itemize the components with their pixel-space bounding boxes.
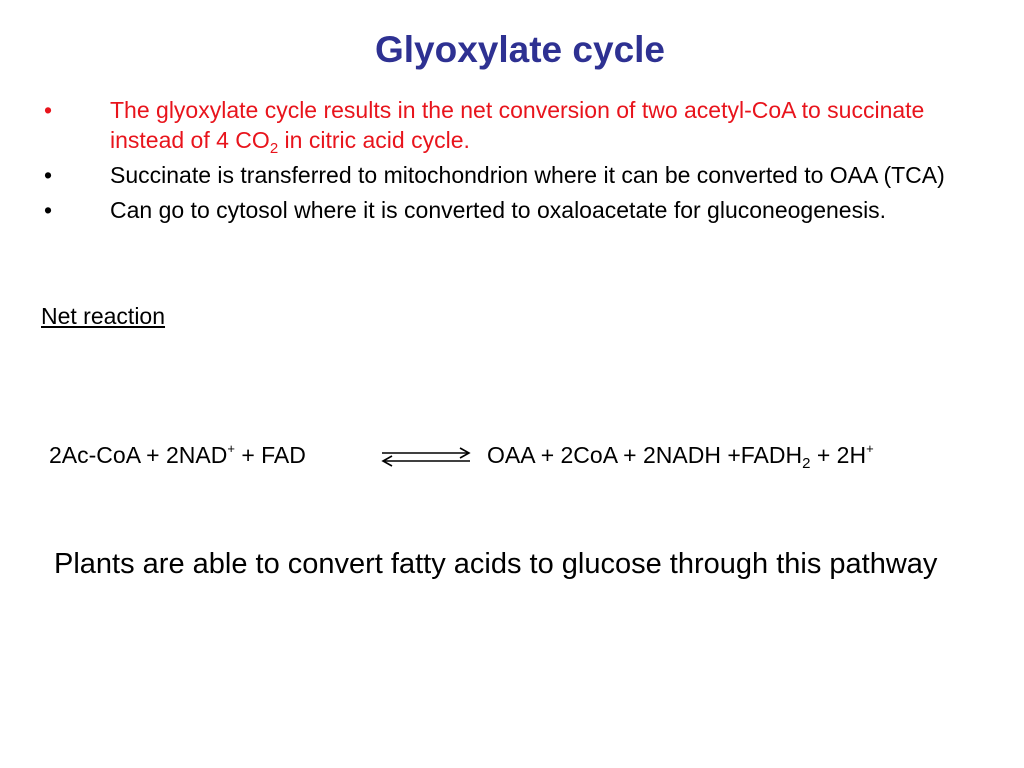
slide-title: Glyoxylate cycle [374, 29, 666, 70]
reaction-reactants [49, 440, 306, 470]
subscript: 2 [269, 140, 279, 157]
bullet-list [40, 95, 980, 230]
bullet-text: Succinate is transferred to mitochondrion where it can be converted to OAA (TCA) [110, 162, 945, 188]
bullet-item-glyoxylate-conversion [40, 95, 980, 155]
subscript: 2 [802, 455, 811, 472]
bullet-marker: • [44, 162, 53, 188]
bullet-item-mitochondrion [40, 160, 980, 190]
equilibrium-arrow-icon [380, 445, 472, 469]
bullet-item-cytosol [40, 195, 980, 225]
products-text: OAA + 2CoA + 2NADH +FADH [487, 442, 803, 468]
bullet-marker: • [44, 197, 53, 223]
bullet-text: Can go to cytosol where it is converted to oxaloacetate for gluconeogenesis. [110, 197, 887, 223]
bullet-text: The glyoxylate cycle results in the net conversion of two acetyl-CoA to succinate instead of 4 CO [110, 97, 925, 153]
reactants-text-end: + FAD [234, 442, 306, 468]
reaction-products [487, 440, 874, 470]
bullet-text-end: in citric acid cycle. [278, 127, 470, 153]
superscript: + [227, 441, 235, 456]
reactants-text: 2Ac-CoA + 2NAD [49, 442, 228, 468]
superscript: + [866, 441, 874, 456]
products-text-end: + 2H [810, 442, 867, 468]
conclusion-text: Plants are able to convert fatty acids to glucose through this pathway [54, 548, 938, 580]
net-reaction-heading: Net reaction [41, 303, 166, 329]
bullet-marker: • [44, 97, 53, 123]
